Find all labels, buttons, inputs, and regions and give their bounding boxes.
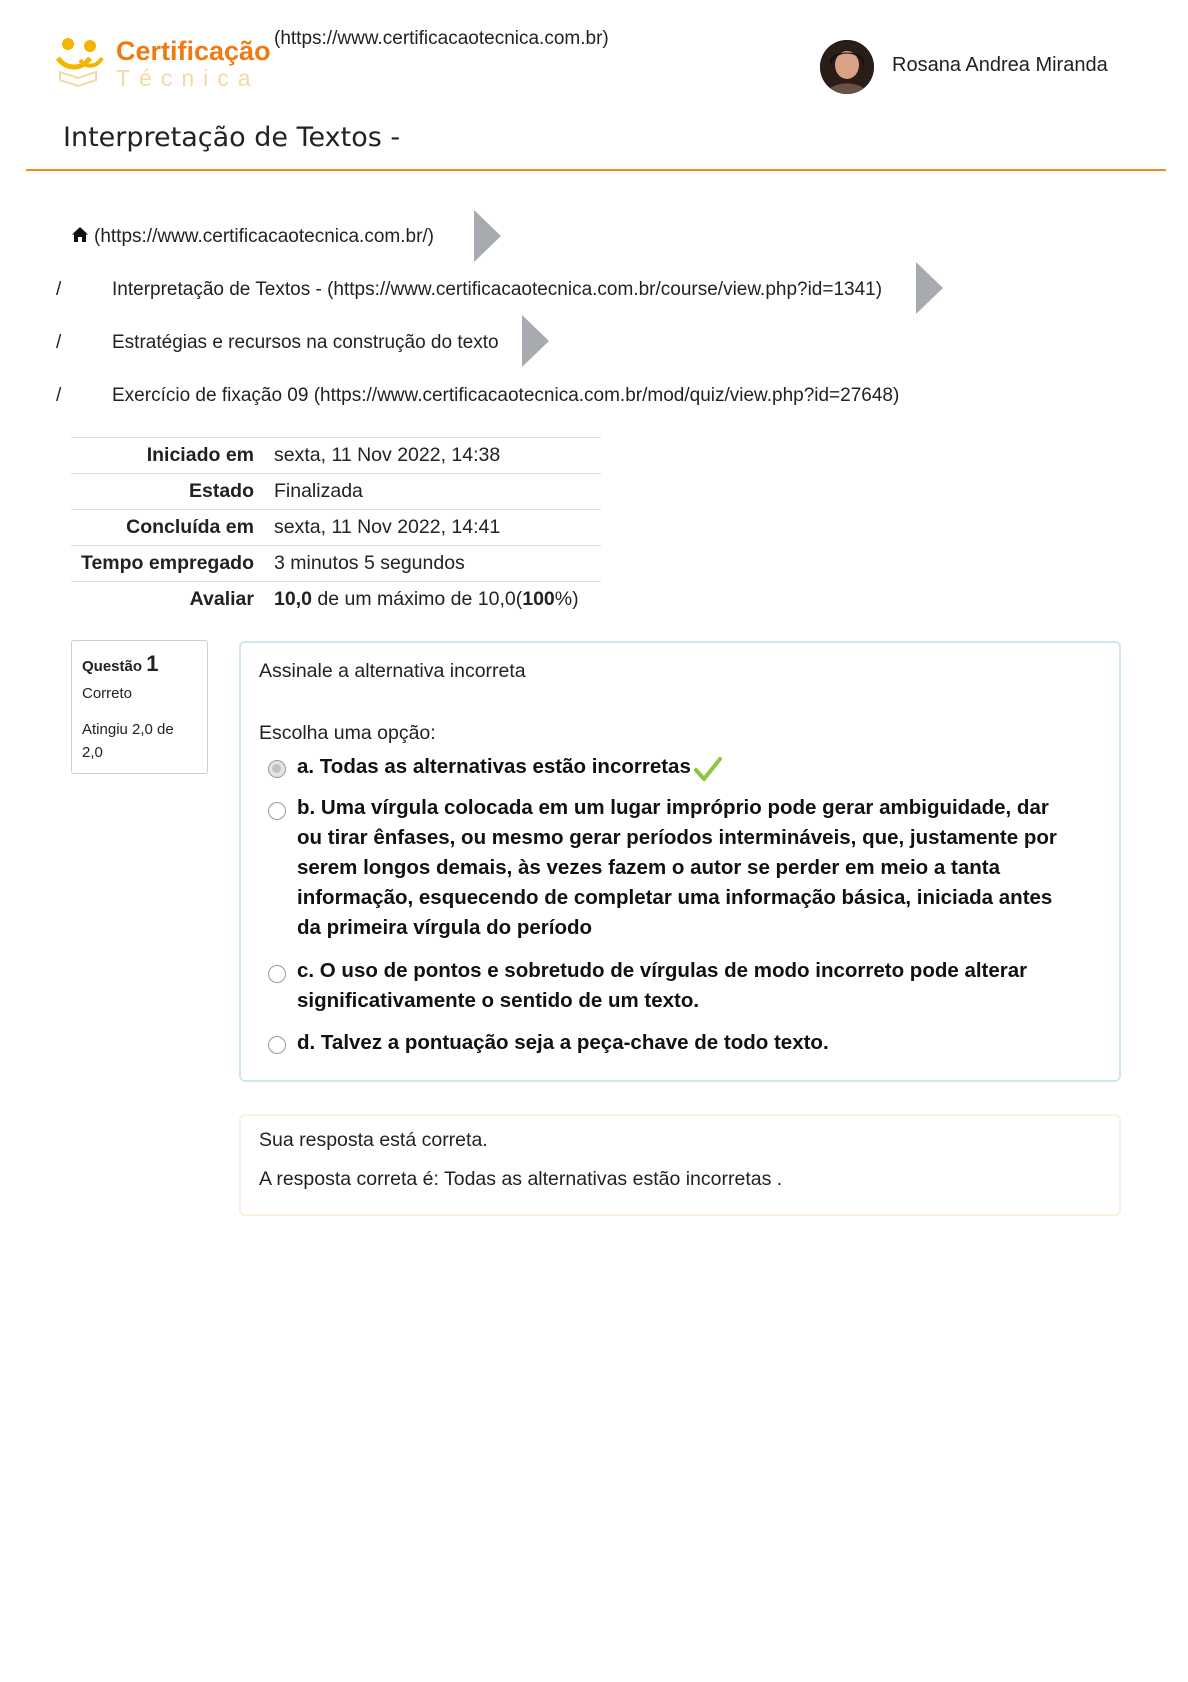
summary-label-completed: Concluída em — [126, 516, 254, 538]
summary-value-state: Finalizada — [274, 480, 363, 502]
breadcrumb-arrow-icon — [916, 262, 943, 314]
question-label: Questão — [82, 658, 143, 675]
summary-value-completed: sexta, 11 Nov 2022, 14:41 — [274, 516, 501, 538]
avatar[interactable] — [820, 40, 874, 94]
breadcrumb-separator: / — [56, 279, 62, 300]
site-logo[interactable] — [56, 36, 271, 92]
site-url[interactable]: (https://www.certificacaotecnica.com.br) — [274, 28, 609, 49]
option-d-radio[interactable] — [268, 1036, 286, 1054]
breadcrumb-home-link[interactable]: (https://www.certificacaotecnica.com.br/) — [94, 226, 434, 247]
option-b-radio[interactable] — [268, 802, 286, 820]
summary-label-time: Tempo empregado — [81, 552, 254, 574]
breadcrumb-separator: / — [56, 385, 62, 406]
question-grade: Atingiu 2,0 de 2,0 — [82, 721, 174, 761]
grade-percent-suffix: %) — [554, 588, 579, 610]
breadcrumb-item-quiz[interactable]: Exercício de fixação 09 (https://www.certificacaotecnica.com.br/mod/quiz/view.php?id=27648) — [112, 385, 900, 406]
option-c-label[interactable]: c. O uso de pontos e sobretudo de vírgulas de modo incorreto pode alterar significativamente o sentido de um texto. — [297, 959, 1028, 1012]
feedback-correct-answer: A resposta correta é: Todas as alternativas estão incorretas . — [259, 1168, 783, 1190]
table-row — [71, 546, 601, 582]
table-row — [71, 474, 601, 510]
option-a-radio[interactable] — [268, 760, 286, 778]
title-divider — [26, 169, 1166, 171]
table-row — [71, 582, 601, 618]
breadcrumb-separator: / — [56, 332, 62, 353]
user-name[interactable]: Rosana Andrea Miranda — [892, 54, 1108, 76]
summary-label-grade: Avaliar — [189, 588, 254, 610]
summary-label-state: Estado — [188, 480, 254, 502]
correct-check-icon — [694, 756, 722, 782]
logo-subtext: Técnica — [116, 65, 260, 91]
question-info — [71, 640, 208, 774]
breadcrumb-item-section[interactable]: Estratégias e recursos na construção do texto — [112, 332, 499, 353]
option-d-label[interactable]: d. Talvez a pontuação seja a peça-chave de todo texto. — [297, 1031, 829, 1054]
summary-value-time: 3 minutos 5 segundos — [274, 552, 465, 574]
question-state: Correto — [82, 685, 133, 702]
logo-text: Certificação — [116, 36, 271, 66]
table-row — [71, 510, 601, 546]
option-a-label[interactable]: a. Todas as alternativas estão incorretas — [297, 755, 691, 778]
grade-max: de um máximo de 10,0( — [311, 588, 523, 610]
user-photo-icon — [820, 40, 874, 94]
summary-value-grade — [274, 582, 601, 618]
breadcrumb-arrow-icon — [522, 315, 549, 367]
grade-score: 10,0 — [274, 588, 312, 610]
page-title: Interpretação de Textos - — [63, 122, 401, 153]
option-c-radio[interactable] — [268, 965, 286, 983]
logo-icon — [56, 36, 112, 92]
home-icon[interactable] — [71, 226, 89, 249]
summary-label-started: Iniciado em — [146, 444, 254, 466]
question-text: Assinale a alternativa incorreta — [259, 660, 526, 682]
option-b-label[interactable]: b. Uma vírgula colocada em um lugar impróprio pode gerar ambiguidade, dar ou tirar ênfases, ou mesmo gerar períodos intermináveis, que, justamente por serem longos demais, às vezes fazem o autor se perder em meio a tanta informação, esquecendo de completar uma informação básica, iniciada antes da primeira vírgula do período — [297, 796, 1057, 939]
grade-percent: 100 — [522, 588, 555, 610]
summary-value-started: sexta, 11 Nov 2022, 14:38 — [274, 444, 501, 466]
breadcrumb-arrow-icon — [474, 210, 501, 262]
question-number — [82, 651, 197, 677]
breadcrumb-item-course[interactable]: Interpretação de Textos - (https://www.certificacaotecnica.com.br/course/view.php?id=1341) — [112, 279, 883, 300]
feedback-result: Sua resposta está correta. — [259, 1129, 488, 1151]
answer-prompt: Escolha uma opção: — [259, 722, 436, 744]
attempt-summary-table — [71, 437, 601, 617]
question-number-value: 1 — [146, 651, 159, 676]
table-row — [71, 438, 601, 474]
